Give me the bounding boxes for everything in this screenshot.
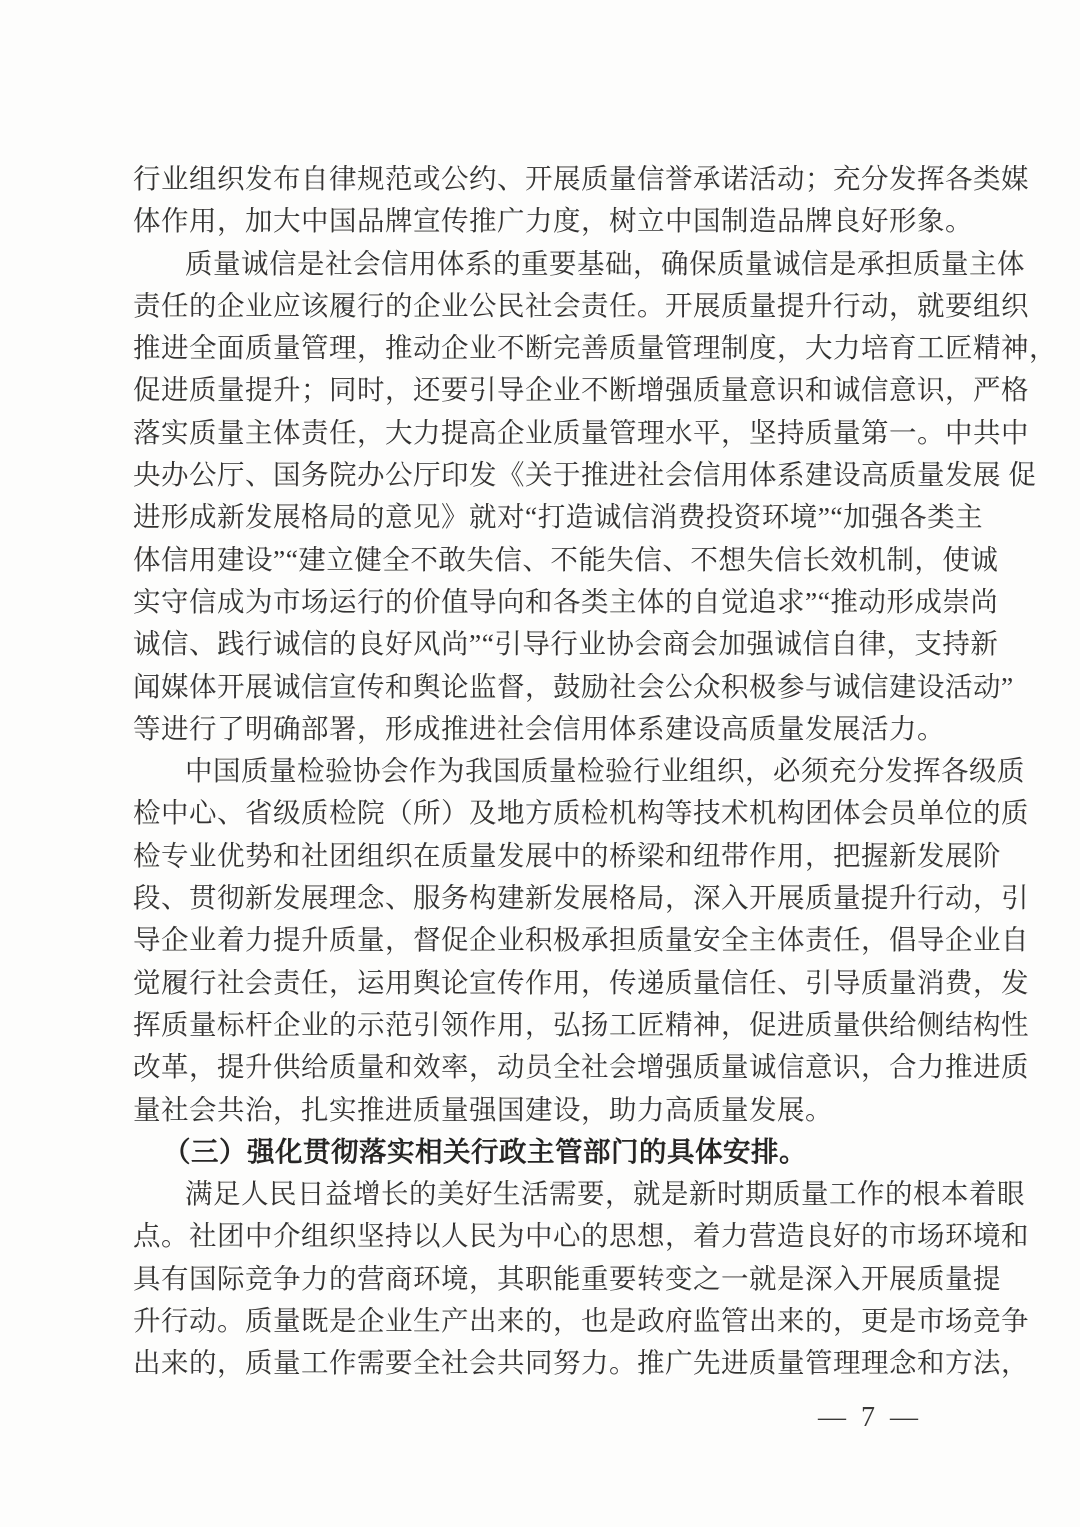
body-line: 实守信成为市场运行的价值导向和各类主体的自觉追求”“推动形成崇尚 <box>133 585 999 617</box>
body-line: 落实质量主体责任，大力提高企业质量管理水平，坚持质量第一。中共中 <box>133 416 1029 448</box>
body-line: 中国质量检验协会作为我国质量检验行业组织，必须充分发挥各级质 <box>185 755 1025 787</box>
body-line: 行业组织发布自律规范或公约、开展质量信誉承诺活动；充分发挥各类媒 <box>133 163 1029 194</box>
body-line: 诚信、践行诚信的良好风尚”“引导行业协会商会加强诚信自律，支持新 <box>133 628 999 660</box>
body-line: 觉履行社会责任，运用舆论宣传作用，传递质量信任、引导质量消费，发 <box>133 966 1029 998</box>
body-line: 体作用，加大中国品牌宣传推广力度，树立中国制造品牌良好形象。 <box>133 205 973 237</box>
document-body <box>133 158 1057 1385</box>
body-line: 推进全面质量管理，推动企业不断完善质量管理制度，大力培育工匠精神， <box>133 332 1057 364</box>
body-line: 改革，提升供给质量和效率，动员全社会增强质量诚信意识，合力推进质 <box>133 1051 1029 1083</box>
body-line: 点。社团中介组织坚持以人民为中心的思想，着力营造良好的市场环境和 <box>133 1220 1029 1252</box>
body-line: 检中心、省级质检院（所）及地方质检机构等技术机构团体会员单位的质 <box>133 797 1029 829</box>
body-line: 央办公厅、国务院办公厅印发《关于推进社会信用体系建设高质量发展 促 <box>133 459 1037 491</box>
body-line: 检专业优势和社团组织在质量发展中的桥梁和纽带作用，把握新发展阶 <box>133 839 1001 871</box>
body-line: 闻媒体开展诚信宣传和舆论监督，鼓励社会公众积极参与诚信建设活动” <box>133 670 1014 702</box>
body-line: 升行动。质量既是企业生产出来的，也是政府监管出来的，更是市场竞争 <box>133 1305 1029 1337</box>
body-line: 挥质量标杆企业的示范引领作用，弘扬工匠精神，促进质量供给侧结构性 <box>133 1008 1029 1040</box>
body-line: 出来的，质量工作需要全社会共同努力。推广先进质量管理理念和方法， <box>133 1347 1029 1379</box>
body-line: 质量诚信是社会信用体系的重要基础，确保质量诚信是承担质量主体 <box>185 247 1025 279</box>
body-line: 促进质量提升；同时，还要引导企业不断增强质量意识和诚信意识，严格 <box>133 374 1029 406</box>
body-line: 量社会共治，扎实推进质量强国建设，助力高质量发展。 <box>133 1093 833 1125</box>
page-number: — 7 — <box>818 1402 922 1433</box>
body-line: 具有国际竞争力的营商环境，其职能重要转变之一就是深入开展质量提 <box>133 1262 1001 1294</box>
body-line: 等进行了明确部署，形成推进社会信用体系建设高质量发展活力。 <box>133 712 945 744</box>
body-line: 满足人民日益增长的美好生活需要，就是新时期质量工作的根本着眼 <box>185 1178 1025 1210</box>
body-line: 导企业着力提升质量，督促企业积极承担质量安全主体责任，倡导企业自 <box>133 924 1029 956</box>
body-line: 进形成新发展格局的意见》就对“打造诚信消费投资环境”“加强各类主 <box>133 501 984 533</box>
body-line: 体信用建设”“建立健全不敢失信、不能失信、不想失信长效机制，使诚 <box>133 543 999 575</box>
section-heading: （三）强化贯彻落实相关行政主管部门的具体安排。 <box>163 1135 807 1167</box>
body-line: 责任的企业应该履行的企业公民社会责任。开展质量提升行动，就要组织 <box>133 289 1029 321</box>
body-line: 段、贯彻新发展理念、服务构建新发展格局，深入开展质量提升行动，引 <box>133 882 1029 914</box>
